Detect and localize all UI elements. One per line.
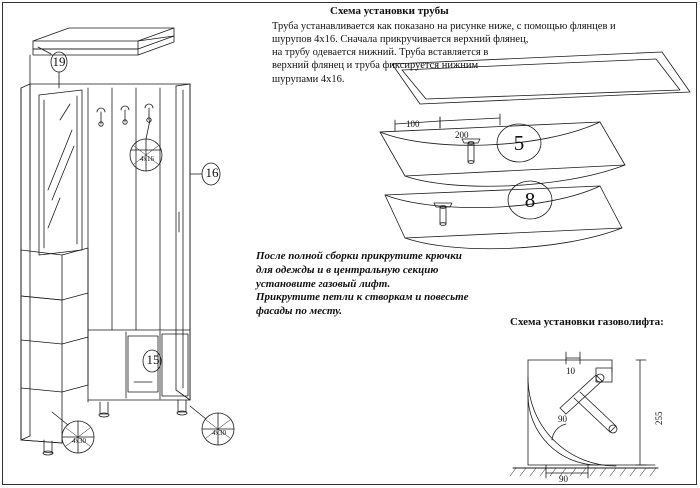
lift-dim-10: 10: [566, 366, 575, 376]
pipe-section-title: Схема установки трубы: [330, 5, 449, 17]
balloon-16: 16: [205, 165, 219, 180]
lift-section-title: Схема установки газоволифта:: [510, 316, 664, 328]
pipe-part-8: 8: [524, 188, 536, 212]
pipe-dim-200: 200: [455, 130, 469, 140]
pipe-paragraph-line-1: Труба устанавливается как показано на рисунке ниже, с помощью флянцев и: [272, 21, 616, 32]
balloon-15: 15: [146, 352, 160, 367]
assembly-note-line-3: установите газовый лифт.: [256, 277, 391, 290]
assembly-note-line-4: Прикрутите петли к створкам и повесьте: [256, 291, 469, 304]
pipe-part-5: 5: [513, 131, 525, 155]
pipe-paragraph-line-3: на трубу одевается нижний. Труба вставляется в: [272, 47, 489, 59]
screw-label-top: 4х16: [140, 155, 154, 163]
assembly-note-line-1: После полной сборки прикрутите крючки: [256, 250, 462, 262]
screw-label-bottom-left: 4х30: [72, 437, 86, 445]
pipe-dim-100: 100: [406, 119, 420, 129]
assembly-note: [256, 250, 496, 319]
lift-dim-90-angle: 90: [558, 414, 567, 424]
pipe-section-paragraph: [272, 20, 692, 86]
balloon-19: 19: [52, 54, 66, 69]
pipe-paragraph-line-4: верхний флянец и труба фиксируется нижним: [272, 60, 479, 72]
lift-dim-255: 255: [654, 411, 664, 425]
assembly-note-line-2: для одежды и в центральную секцию: [256, 263, 439, 276]
pipe-paragraph-line-5: шурупами 4х16.: [272, 73, 345, 85]
screw-label-bottom-right: 4х30: [212, 429, 226, 437]
lift-dim-90-base: 90: [559, 474, 568, 484]
pipe-paragraph-line-2: шурупов 4х16. Сначала прикручивается верхний флянец,: [272, 34, 529, 46]
assembly-note-line-5: фасады по месту.: [256, 305, 343, 317]
